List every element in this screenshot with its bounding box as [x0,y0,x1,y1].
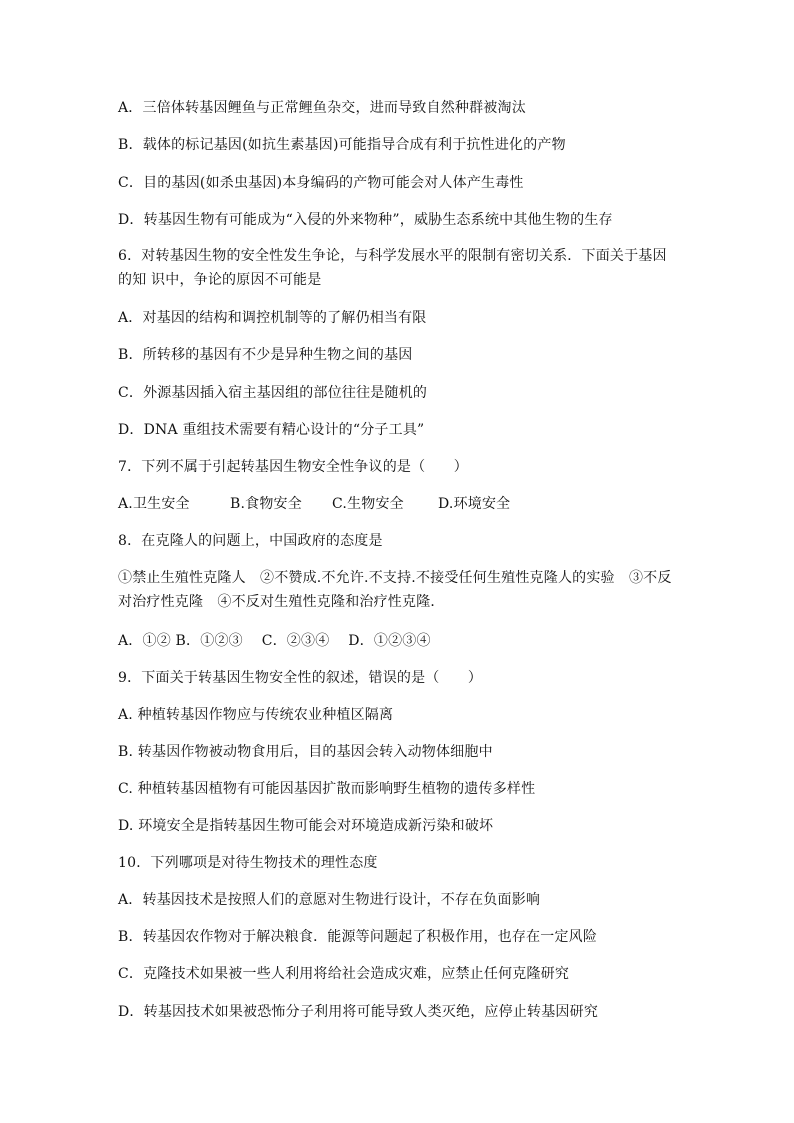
q9-option-d: D. 环境安全是指转基因生物可能会对环境造成新污染和破坏 [118,818,494,834]
q7-stem: 7．下列不属于引起转基因生物安全性争议的是（ ） [118,459,468,475]
q9-option-b: B. 转基因作物被动物食用后，目的基因会转入动物体细胞中 [118,744,493,760]
q5-option-b: B．载体的标记基因(如抗生素基因)可能指导合成有利于抗性进化的产物 [118,137,566,153]
q7-option-a: A.卫生安全 [118,496,190,512]
q6-option-d: D．DNA 重组技术需要有精心设计的“分子工具” [118,422,425,438]
q6-option-a: A．对基因的结构和调控机制等的了解仍相当有限 [118,310,427,326]
q5-option-c: C．目的基因(如杀虫基因)本身编码的产物可能会对人体产生毒性 [118,175,524,191]
q8-stem: 8．在克隆人的问题上，中国政府的态度是 [118,533,383,549]
q10-option-a: A．转基因技术是按照人们的意愿对生物进行设计，不存在负面影响 [118,892,541,908]
q5-option-a: A．三倍体转基因鲤鱼与正常鲤鱼杂交，进而导致自然种群被淘汰 [118,100,526,116]
q9-stem: 9．下面关于转基因生物安全性的叙述，错误的是（ ） [118,670,483,686]
q6-stem: 6．对转基因生物的安全性发生争论，与科学发展水平的限制有密切关系．下面关于基因的知 识中，争论的原因不可能是 [118,248,667,288]
q6-option-c: C．外源基因插入宿主基因组的部位往往是随机的 [118,385,428,401]
q7-options [118,494,678,514]
q10-option-b: B．转基因农作物对于解决粮食．能源等问题起了积极作用，也存在一定风险 [118,929,598,945]
q8-statements: ①禁止生殖性克隆人 ②不赞成.不允许.不支持.不接受任何生殖性克隆人的实验 ③不反对治疗性克隆 ④不反对生殖性克隆和治疗性克隆． [118,570,672,610]
q7-option-c: C.生物安全 [332,496,404,512]
q6-option-b: B．所转移的基因有不少是异种生物之间的基因 [118,347,413,363]
q7-option-b: B.食物安全 [230,496,302,512]
q8-options: A．①② B．①②③ C．②③④ D．①②③④ [118,633,431,649]
q7-option-d: D.环境安全 [438,496,511,512]
q9-option-c: C. 种植转基因植物有可能因基因扩散而影响野生植物的遗传多样性 [118,781,536,797]
q10-option-d: D．转基因技术如果被恐怖分子利用将可能导致人类灭绝，应停止转基因研究 [118,1004,599,1020]
q5-option-d: D．转基因生物有可能成为“入侵的外来物种”，威胁生态系统中其他生物的生存 [118,212,613,228]
q10-stem: 10．下列哪项是对待生物技术的理性态度 [118,855,378,871]
q9-option-a: A. 种植转基因作物应与传统农业种植区隔离 [118,707,394,723]
q10-option-c: C．克隆技术如果被一些人利用将给社会造成灾难，应禁止任何克隆研究 [118,966,570,982]
